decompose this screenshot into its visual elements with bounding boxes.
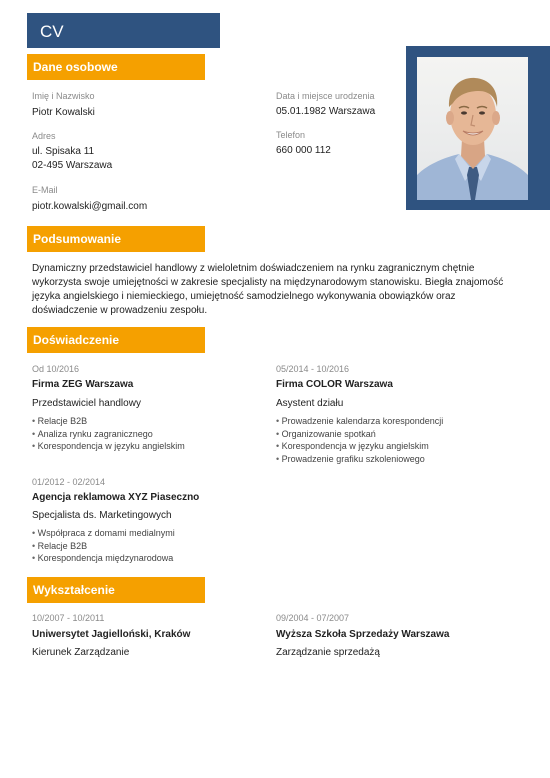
education-date: 10/2007 - 10/2011 <box>32 613 105 623</box>
job-company: Agencja reklamowa XYZ Piaseczno <box>32 492 200 503</box>
job-duty: • Korespondencja w języku angielskim <box>276 440 443 453</box>
name-label: Imię i Nazwisko <box>32 91 95 101</box>
job-duty: • Organizowanie spotkań <box>276 428 443 441</box>
education-date: 09/2004 - 07/2007 <box>276 613 350 623</box>
job-duty: • Korespondencja w języku angielskim <box>32 440 185 453</box>
section-header-experience: Doświadczenie <box>27 327 205 353</box>
email-label: E-Mail <box>32 185 58 195</box>
job-duty: • Współpraca z domami medialnymi <box>32 527 175 540</box>
job-company: Firma COLOR Warszawa <box>276 379 393 390</box>
job-duty: • Analiza rynku zagranicznego <box>32 428 185 441</box>
section-header-education: Wykształcenie <box>27 577 205 603</box>
address-line2: 02-495 Warszawa <box>32 160 113 171</box>
portrait-illustration <box>417 57 528 200</box>
job-company: Firma ZEG Warszawa <box>32 379 134 390</box>
job-duties <box>32 415 185 453</box>
education-field: Zarządzanie sprzedażą <box>276 647 380 658</box>
job-date: Od 10/2016 <box>32 364 80 374</box>
job-duty: • Prowadzenie grafiku szkoleniowego <box>276 453 443 466</box>
job-duty: • Relacje B2B <box>32 415 185 428</box>
job-role: Asystent działu <box>276 398 344 409</box>
job-role: Przedstawiciel handlowy <box>32 398 141 409</box>
name-value: Piotr Kowalski <box>32 107 95 118</box>
job-role: Specjalista ds. Marketingowych <box>32 510 172 521</box>
profile-photo <box>417 57 528 200</box>
job-date: 05/2014 - 10/2016 <box>276 364 350 374</box>
job-duties <box>32 527 175 565</box>
section-header-summary: Podsumowanie <box>27 226 205 252</box>
job-duties <box>276 415 443 465</box>
birth-label: Data i miejsce urodzenia <box>276 91 375 101</box>
job-duty: • Korespondencja międzynarodowa <box>32 552 175 565</box>
job-duty: • Relacje B2B <box>32 540 175 553</box>
photo-frame <box>406 46 550 210</box>
phone-label: Telefon <box>276 130 306 140</box>
education-school: Wyższa Szkoła Sprzedaży Warszawa <box>276 629 450 640</box>
address-line1: ul. Spisaka 11 <box>32 146 95 157</box>
summary-text: Dynamiczny przedstawiciel handlowy z wieloletnim doświadczeniem na rynku zagranicznym chętnie wykorzysta swoje umiejętności w zakresie specjalisty na międzynarodowym stanowisku. Biegła znajomość języka angielskiego i niemieckiego, umiejętność samodzielnego wykonywania obowiązków oraz doświadczenie w prowadzeniu zespołu. <box>32 263 504 316</box>
cv-title: CV <box>27 13 220 48</box>
address-label: Adres <box>32 131 56 141</box>
education-field: Kierunek Zarządzanie <box>32 647 130 658</box>
education-school: Uniwersytet Jagielloński, Kraków <box>32 629 191 640</box>
email-value: piotr.kowalski@gmail.com <box>32 201 148 212</box>
phone-value: 660 000 112 <box>276 145 331 156</box>
job-duty: • Prowadzenie kalendarza korespondencji <box>276 415 443 428</box>
section-header-personal: Dane osobowe <box>27 54 205 80</box>
job-date: 01/2012 - 02/2014 <box>32 477 106 487</box>
birth-value: 05.01.1982 Warszawa <box>276 106 376 117</box>
